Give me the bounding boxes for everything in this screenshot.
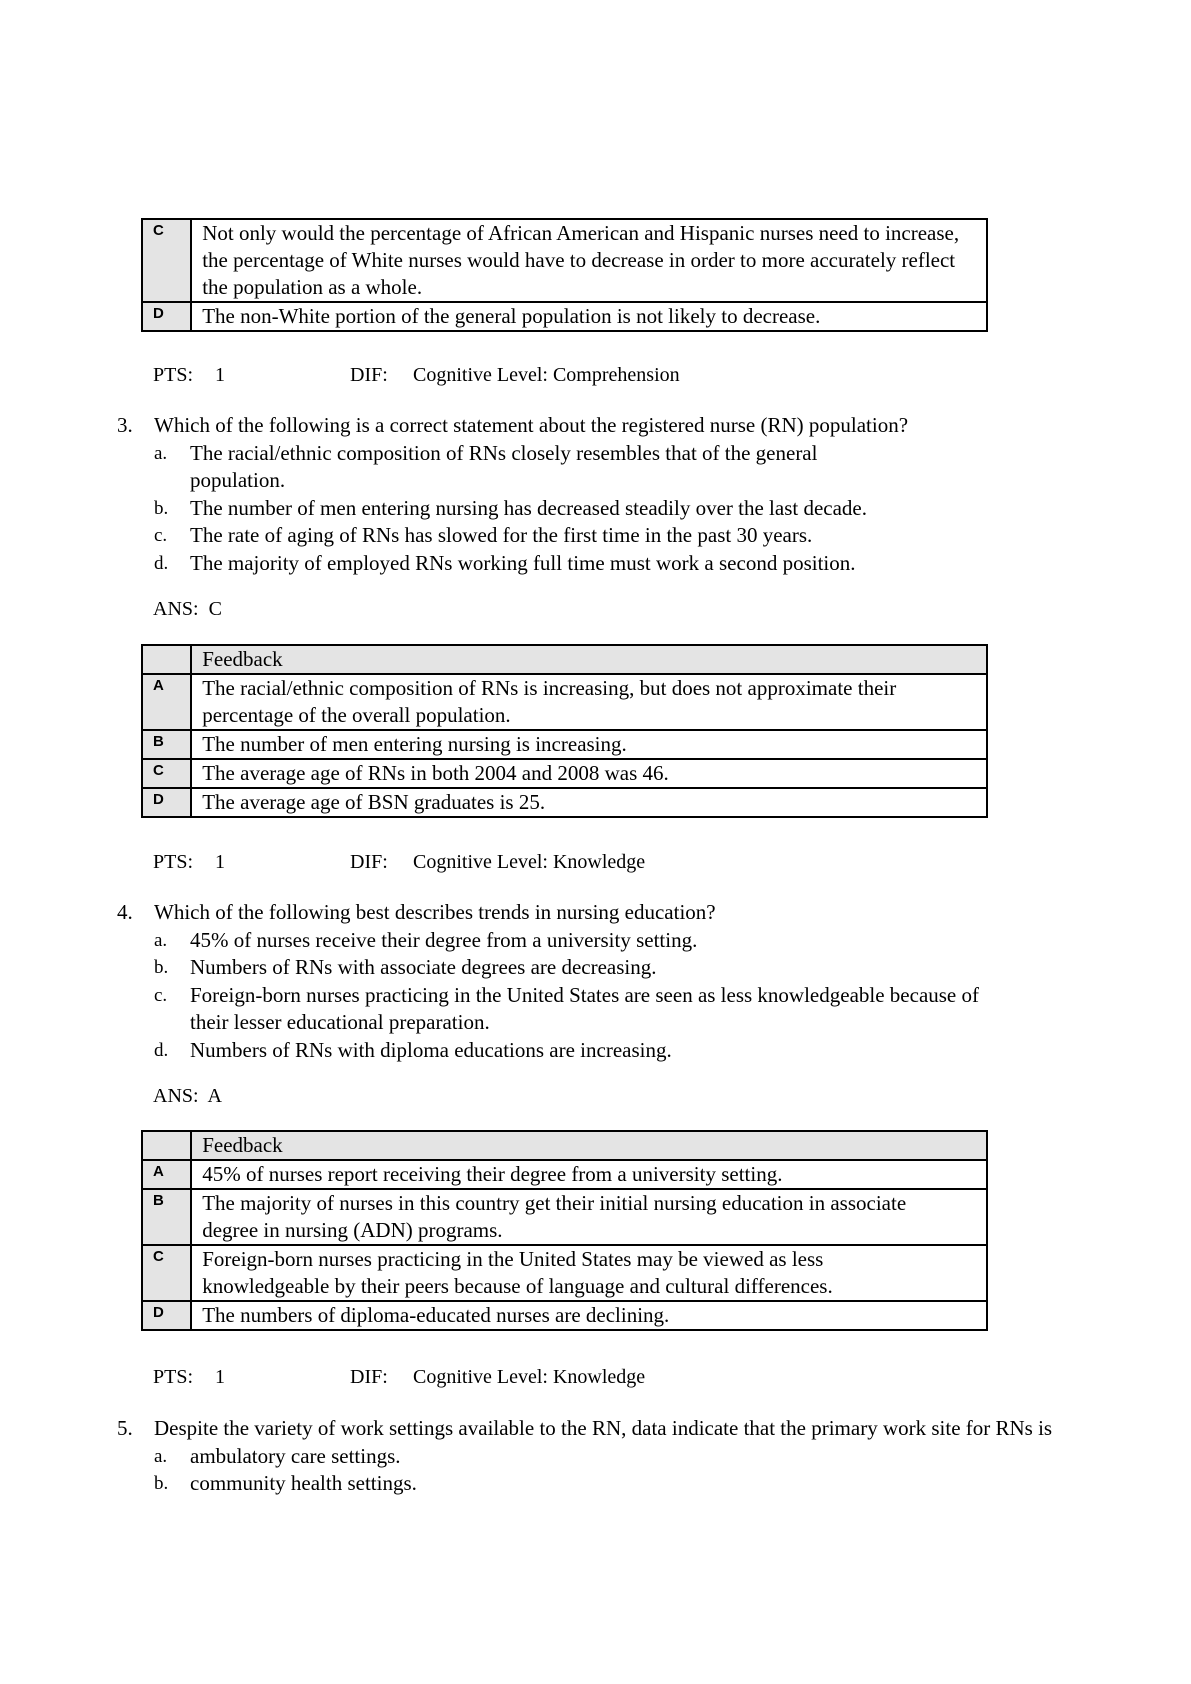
dif-value: Cognitive Level: Comprehension <box>413 364 680 386</box>
question-number: 3. <box>117 413 133 437</box>
question-5 <box>117 1415 1127 1498</box>
feedback-header-label <box>142 645 191 674</box>
option-c <box>154 982 980 1037</box>
pts-label: PTS: <box>153 1366 194 1388</box>
feedback-row-label: D <box>142 1301 191 1330</box>
feedback-row <box>142 674 987 730</box>
option-a <box>154 440 890 495</box>
option-a <box>154 927 1117 955</box>
feedback-row-label: B <box>142 730 191 759</box>
option-letter: b. <box>154 957 169 978</box>
feedback-row <box>142 730 987 759</box>
feedback-header: Feedback <box>191 1131 987 1160</box>
option-text: community health settings. <box>190 1471 417 1495</box>
option-text: The rate of aging of RNs has slowed for the first time in the past 30 years. <box>190 523 813 547</box>
feedback-header: Feedback <box>191 645 987 674</box>
option-text: The majority of employed RNs working full time must work a second position. <box>190 550 856 575</box>
dif-value: Cognitive Level: Knowledge <box>413 1366 646 1388</box>
question-number: 4. <box>117 900 133 924</box>
feedback-row-text: The numbers of diploma-educated nurses are declining. <box>191 1301 987 1330</box>
option-letter: d. <box>154 1039 169 1061</box>
pts-value: 1 <box>215 1366 225 1388</box>
option-letter: c. <box>154 525 168 546</box>
option-text: The number of men entering nursing has decreased steadily over the last decade. <box>190 495 867 520</box>
option-letter: d. <box>154 552 169 574</box>
option-letter: b. <box>154 497 169 519</box>
question-4 <box>117 899 1117 1064</box>
option-b <box>154 1470 1127 1498</box>
feedback-row-text: The non-White portion of the general population is not likely to decrease. <box>191 302 987 331</box>
feedback-header-label <box>142 1131 191 1160</box>
option-letter: a. <box>154 929 168 951</box>
option-c <box>154 522 1117 550</box>
question-3 <box>117 412 1117 577</box>
option-text: The racial/ethnic composition of RNs closely resembles that of the general population. <box>190 440 818 492</box>
option-text: Numbers of RNs with associate degrees are decreasing. <box>190 955 657 979</box>
feedback-row-label: A <box>142 1160 191 1189</box>
option-letter: c. <box>154 984 168 1006</box>
option-letter: b. <box>154 1473 169 1494</box>
question-stem: Which of the following best describes trends in nursing education? <box>154 900 716 924</box>
feedback-row-text: The number of men entering nursing is increasing. <box>191 730 987 759</box>
feedback-row-text: The average age of BSN graduates is 25. <box>191 788 987 817</box>
question-meta-q2 <box>153 362 680 388</box>
feedback-row <box>142 302 987 331</box>
feedback-row-text: The racial/ethnic composition of RNs is increasing, but does not approximate their percentage of the overall population. <box>191 674 987 730</box>
feedback-table-q2 <box>141 218 988 332</box>
question-stem: Despite the variety of work settings available to the RN, data indicate that the primary work site for RNs is <box>154 1416 1053 1440</box>
dif-label: DIF: <box>350 364 388 386</box>
feedback-row-text: The average age of RNs in both 2004 and 2008 was 46. <box>191 759 987 788</box>
feedback-row-label: D <box>142 788 191 817</box>
dif-value: Cognitive Level: Knowledge <box>413 851 646 873</box>
option-text: 45% of nurses receive their degree from a university setting. <box>190 927 698 952</box>
feedback-table-q4 <box>141 1130 988 1331</box>
option-b <box>154 954 1117 982</box>
pts-value: 1 <box>215 851 225 873</box>
feedback-row <box>142 1160 987 1189</box>
question-number: 5. <box>117 1416 133 1440</box>
feedback-row <box>142 759 987 788</box>
feedback-row-text: Foreign-born nurses practicing in the United States may be viewed as less knowledgeable by their peers because of language and cultural differences. <box>191 1245 987 1301</box>
option-text: ambulatory care settings. <box>190 1443 401 1468</box>
feedback-row <box>142 1301 987 1330</box>
dif-label: DIF: <box>350 851 388 873</box>
feedback-header-row <box>142 645 987 674</box>
feedback-row-label: C <box>142 219 191 302</box>
feedback-row-label: B <box>142 1189 191 1245</box>
option-b <box>154 495 1117 523</box>
feedback-row-label: D <box>142 302 191 331</box>
feedback-row-label: C <box>142 1245 191 1301</box>
dif-label: DIF: <box>350 1366 388 1388</box>
pts-value: 1 <box>215 364 225 386</box>
answer-q4: ANS: A <box>153 1085 222 1107</box>
option-a <box>154 1443 1127 1471</box>
option-letter: a. <box>154 442 168 464</box>
feedback-row-text: 45% of nurses report receiving their degree from a university setting. <box>191 1160 987 1189</box>
option-d <box>154 1037 1117 1065</box>
option-d <box>154 550 1117 578</box>
question-stem: Which of the following is a correct statement about the registered nurse (RN) population? <box>154 413 909 437</box>
feedback-row <box>142 1189 987 1245</box>
feedback-row <box>142 1245 987 1301</box>
feedback-header-row <box>142 1131 987 1160</box>
pts-label: PTS: <box>153 364 194 386</box>
answer-q3: ANS: C <box>153 598 222 620</box>
feedback-row <box>142 788 987 817</box>
question-meta-q4 <box>153 1364 646 1390</box>
option-text: Foreign-born nurses practicing in the United States are seen as less knowledgeable because of their lesser educational preparation. <box>190 982 979 1034</box>
feedback-row-label: C <box>142 759 191 788</box>
feedback-row <box>142 219 987 302</box>
feedback-row-text: The majority of nurses in this country get their initial nursing education in associate degree in nursing (ADN) programs. <box>191 1189 987 1245</box>
pts-label: PTS: <box>153 851 194 873</box>
feedback-table-q3 <box>141 644 988 818</box>
feedback-row-text: Not only would the percentage of African American and Hispanic nurses need to increase, the percentage of White nurses would have to decrease in order to more accurately reflect the population as a whole. <box>191 219 987 302</box>
feedback-row-label: A <box>142 674 191 730</box>
option-text: Numbers of RNs with diploma educations are increasing. <box>190 1037 672 1062</box>
question-meta-q3 <box>153 849 646 875</box>
option-letter: a. <box>154 1445 168 1467</box>
